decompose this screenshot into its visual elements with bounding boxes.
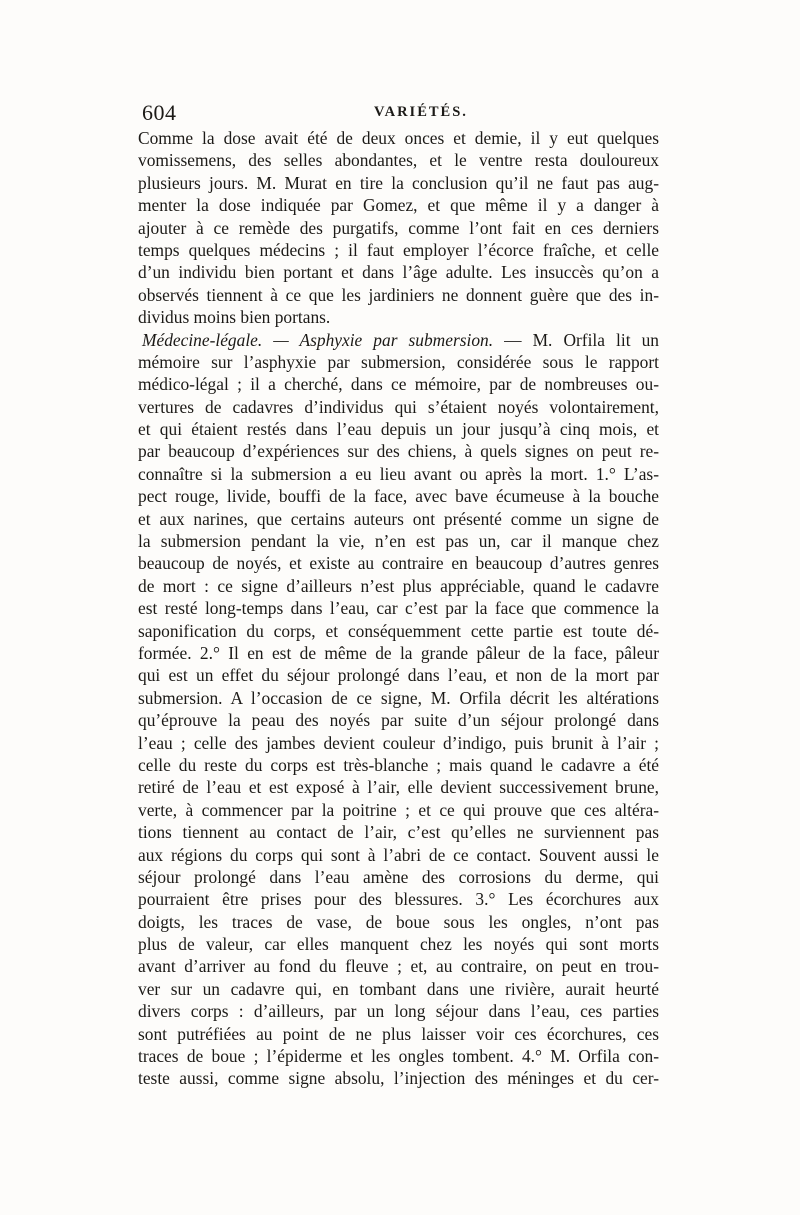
text-line [138, 217, 659, 239]
text-line [138, 284, 659, 306]
text-line [138, 1067, 659, 1089]
text-line [138, 149, 659, 171]
text-segment: dividus moins bien portans. [138, 307, 331, 328]
text-line [138, 172, 659, 194]
text-line [138, 597, 659, 619]
text-segment: observés tiennent à ce que les jardiniers ne donnent guère que des in- [138, 284, 659, 305]
text-segment: pourraient être prises pour des blessures. 3.° Les écorchures aux [138, 889, 659, 910]
text-segment: saponification du corps, et conséquemment cette partie est toute dé- [138, 620, 659, 641]
text-segment: plusieurs jours. M. Murat en tire la conclusion qu’il ne faut pas aug- [138, 172, 659, 193]
text-line [138, 396, 659, 418]
text-segment: verte, à commencer par la poitrine ; et ce qui prouve que ces altéra- [138, 799, 659, 820]
text-segment: plus de valeur, car elles manquent chez les noyés qui sont morts [138, 934, 659, 955]
text-line [138, 552, 659, 574]
text-line [138, 799, 659, 821]
text-line [138, 844, 659, 866]
text-line [138, 1000, 659, 1022]
text-segment: avant d’arriver au fond du fleuve ; et, au contraire, on peut en trou- [138, 956, 659, 977]
text-segment: menter la dose indiquée par Gomez, et que même il y a danger à [138, 195, 659, 216]
text-segment: temps quelques médecins ; il faut employer l’écorce fraîche, et celle [138, 239, 659, 260]
text-line [138, 866, 659, 888]
text-segment: tions tiennent au contact de l’air, c’est qu’elles ne surviennent pas [138, 822, 659, 843]
text-segment: mémoire sur l’asphyxie par submersion, considérée sous le rapport [138, 351, 659, 372]
italic-heading: Médecine-légale. — Asphyxie par submersion. [142, 329, 494, 350]
text-line [138, 351, 659, 373]
text-segment: aux régions du corps qui sont à l’abri de ce contact. Souvent aussi le [138, 844, 659, 865]
text-line [138, 776, 659, 798]
text-line [138, 373, 659, 395]
text-line [138, 754, 659, 776]
text-segment: médico-légal ; il a cherché, dans ce mémoire, par de nombreuses ou- [138, 374, 659, 395]
text-segment: ver sur un cadavre qui, en tombant dans une rivière, aurait heurté [138, 978, 659, 999]
text-line [138, 911, 659, 933]
text-segment: teste aussi, comme signe absolu, l’injection des méninges et du cer- [138, 1068, 659, 1089]
text-segment: celle du reste du corps est très-blanche ; mais quand le cadavre a été [138, 754, 659, 775]
text-segment: Comme la dose avait été de deux onces et demie, il y eut quelques [138, 128, 659, 148]
text-line [138, 530, 659, 552]
text-segment: vertures de cadavres d’individus qui s’étaient noyés volontairement, [138, 396, 659, 417]
text-line [138, 127, 659, 149]
text-segment: et qui étaient restés dans l’eau depuis un jour jusqu’à cinq mois, et [138, 419, 659, 440]
text-line [138, 732, 659, 754]
text-line [138, 821, 659, 843]
text-segment: doigts, les traces de vase, de boue sous les ongles, n’ont pas [138, 911, 659, 932]
text-line [138, 687, 659, 709]
text-line [138, 485, 659, 507]
text-line [138, 620, 659, 642]
text-line [138, 306, 659, 328]
page-header [142, 100, 662, 126]
text-segment: — M. Orfila lit un [493, 329, 659, 350]
text-line [138, 418, 659, 440]
body-text [138, 127, 659, 1090]
text-segment: sont putréfiées au point de ne plus laisser voir ces écorchures, ces [138, 1023, 659, 1044]
text-line [138, 508, 659, 530]
text-segment: l’eau ; celle des jambes devient couleur d’indigo, puis brunit à l’air ; [138, 732, 659, 753]
text-segment: beaucoup de noyés, et existe au contraire en beaucoup d’autres genres [138, 553, 659, 574]
text-segment: vomissemens, des selles abondantes, et le ventre resta douloureux [138, 150, 659, 171]
text-segment: traces de boue ; l’épiderme et les ongles tombent. 4.° M. Orfila con- [138, 1046, 659, 1067]
text-line [138, 955, 659, 977]
text-line [138, 194, 659, 216]
text-line [138, 709, 659, 731]
text-line [138, 440, 659, 462]
text-line [138, 1023, 659, 1045]
text-segment: pect rouge, livide, bouffi de la face, avec bave écumeuse à la bouche [138, 486, 659, 507]
text-segment: divers corps : d’ailleurs, par un long séjour dans l’eau, ces parties [138, 1001, 659, 1022]
text-segment: retiré de l’eau et est exposé à l’air, elle devient successivement brune, [138, 777, 659, 798]
text-line [138, 664, 659, 686]
text-segment: ajouter à ce remède des purgatifs, comme l’ont fait en ces derniers [138, 217, 659, 238]
text-segment: est resté long-temps dans l’eau, car c’est par la face que commence la [138, 598, 659, 619]
text-line [138, 239, 659, 261]
text-line [138, 978, 659, 1000]
text-segment: d’un individu bien portant et dans l’âge adulte. Les insuccès qu’on a [138, 262, 659, 283]
text-segment: qu’éprouve la peau des noyés par suite d’un séjour prolongé dans [138, 710, 659, 731]
text-segment: formée. 2.° Il en est de même de la grande pâleur de la face, pâleur [138, 642, 659, 663]
text-segment: séjour prolongé dans l’eau amène des corrosions du derme, qui [138, 866, 659, 887]
text-line [138, 1045, 659, 1067]
text-segment: et aux narines, que certains auteurs ont présenté comme un signe de [138, 508, 659, 529]
text-line [138, 463, 659, 485]
text-line [138, 261, 659, 283]
text-line [138, 575, 659, 597]
text-segment: de mort : ce signe d’ailleurs n’est plus appréciable, quand le cadavre [138, 575, 659, 596]
text-line [138, 642, 659, 664]
running-head: VARIÉTÉS. [374, 104, 468, 120]
text-line [138, 933, 659, 955]
text-segment: qui est un effet du séjour prolongé dans l’eau, et non de la mort par [138, 665, 659, 686]
text-line [138, 329, 659, 351]
text-segment: par beaucoup d’expériences sur des chiens, à quels signes on peut re- [138, 441, 659, 462]
page-number: 604 [142, 100, 177, 125]
text-segment: connaître si la submersion a eu lieu avant ou après la mort. 1.° L’as- [138, 463, 659, 484]
text-line [138, 888, 659, 910]
text-segment: submersion. A l’occasion de ce signe, M. Orfila décrit les altérations [138, 687, 659, 708]
text-segment: la submersion pendant la vie, n’en est pas un, car il manque chez [138, 531, 659, 552]
